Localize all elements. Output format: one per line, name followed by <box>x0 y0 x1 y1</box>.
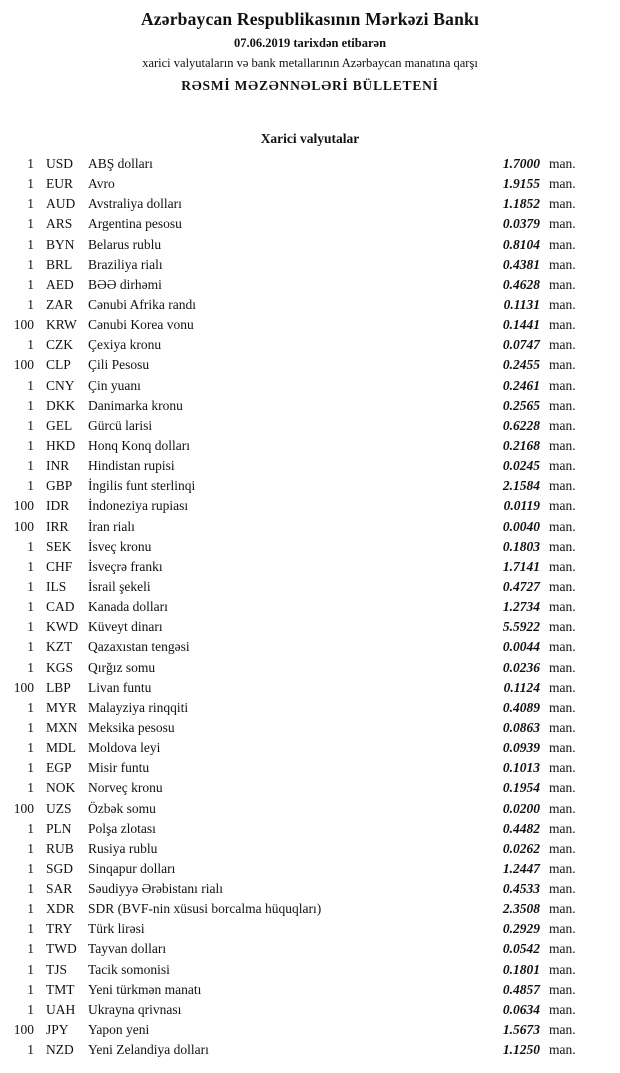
currency-code: AUD <box>46 196 76 212</box>
currency-code: DKK <box>46 397 76 413</box>
table-row <box>0 718 620 738</box>
currency-quantity: 1 <box>27 599 34 615</box>
currency-unit: man. <box>549 256 576 272</box>
table-row <box>0 255 620 275</box>
currency-unit: man. <box>549 901 576 917</box>
currency-name: Moldova leyi <box>88 740 161 756</box>
currency-unit: man. <box>549 458 576 474</box>
table-row <box>0 597 620 617</box>
table-row <box>0 537 620 557</box>
table-row <box>0 315 620 335</box>
table-row <box>0 476 620 496</box>
currency-unit: man. <box>549 619 576 635</box>
currency-name: Livan funtu <box>88 679 152 695</box>
currency-quantity: 1 <box>27 840 34 856</box>
currency-rate: 1.1852 <box>502 196 540 212</box>
currency-code: SAR <box>46 881 73 897</box>
currency-name: Cənubi Afrika randı <box>88 296 196 312</box>
table-row <box>0 174 620 194</box>
currency-rate: 0.0379 <box>502 216 540 232</box>
currency-rate: 0.0262 <box>502 840 540 856</box>
table-row <box>0 194 620 214</box>
bank-title: Azərbaycan Respublikasının Mərkəzi Bankı <box>140 9 480 29</box>
currency-code: CZK <box>46 337 73 353</box>
currency-code: UZS <box>46 800 72 816</box>
currency-rate: 0.4482 <box>502 820 540 836</box>
currency-unit: man. <box>549 397 576 413</box>
table-row <box>0 577 620 597</box>
currency-quantity: 100 <box>13 800 34 816</box>
currency-rate: 0.2455 <box>502 357 540 373</box>
currency-quantity: 1 <box>27 296 34 312</box>
currency-rate: 1.1250 <box>502 1042 540 1058</box>
table-row <box>0 154 620 174</box>
currency-quantity: 100 <box>13 357 34 373</box>
table-row <box>0 939 620 959</box>
currency-rate: 2.1584 <box>502 478 540 494</box>
currency-rate: 0.0863 <box>502 719 540 735</box>
currency-name: Honq Konq dolları <box>88 437 190 453</box>
currency-unit: man. <box>549 357 576 373</box>
table-row <box>0 1040 620 1060</box>
currency-rate: 0.6228 <box>502 417 540 433</box>
currency-rate: 0.1131 <box>503 296 540 312</box>
currency-code: SEK <box>46 538 72 554</box>
currency-code: GBP <box>46 478 73 494</box>
table-row <box>0 799 620 819</box>
currency-quantity: 1 <box>27 1001 34 1017</box>
currency-code: IRR <box>46 518 69 534</box>
currency-quantity: 1 <box>27 719 34 735</box>
currency-unit: man. <box>549 558 576 574</box>
table-row <box>0 517 620 537</box>
table-row <box>0 819 620 839</box>
table-row <box>0 355 620 375</box>
currency-name: İsveç kronu <box>88 538 152 554</box>
currency-unit: man. <box>549 981 576 997</box>
table-row <box>0 436 620 456</box>
currency-rate: 0.1013 <box>502 760 540 776</box>
currency-quantity: 1 <box>27 1042 34 1058</box>
currency-rate: 2.3508 <box>502 901 540 917</box>
currency-code: CLP <box>46 357 71 373</box>
table-row <box>0 295 620 315</box>
currency-code: AED <box>46 276 74 292</box>
currency-name: İran rialı <box>88 518 135 534</box>
currency-quantity: 100 <box>13 317 34 333</box>
currency-rate: 0.1954 <box>502 780 540 796</box>
currency-rate: 0.0119 <box>503 498 540 514</box>
currency-name: Tacik somonisi <box>88 961 170 977</box>
currency-unit: man. <box>549 478 576 494</box>
currency-quantity: 1 <box>27 216 34 232</box>
currency-name: Meksika pesosu <box>88 719 175 735</box>
currency-unit: man. <box>549 498 576 514</box>
currency-rate: 5.5922 <box>502 619 540 635</box>
currency-rate: 0.4727 <box>502 578 540 594</box>
currency-unit: man. <box>549 860 576 876</box>
table-row <box>0 376 620 396</box>
currency-unit: man. <box>549 196 576 212</box>
table-row <box>0 335 620 355</box>
currency-name: Sinqapur dolları <box>88 860 176 876</box>
currency-unit: man. <box>549 578 576 594</box>
document-subtitle: xarici valyutaların və bank metallarının Azərbaycan manatına qarşı <box>142 56 478 70</box>
currency-unit: man. <box>549 417 576 433</box>
currency-unit: man. <box>549 599 576 615</box>
currency-code: KGS <box>46 659 74 675</box>
table-row <box>0 1000 620 1020</box>
currency-rate: 0.2565 <box>502 397 540 413</box>
currency-unit: man. <box>549 538 576 554</box>
currency-quantity: 1 <box>27 176 34 192</box>
currency-rate: 1.7000 <box>502 156 540 171</box>
currency-quantity: 1 <box>27 156 34 171</box>
currency-rate: 0.0542 <box>502 941 540 957</box>
currency-code: TWD <box>46 941 77 957</box>
currency-unit: man. <box>549 1042 576 1058</box>
currency-code: TJS <box>46 961 68 977</box>
currency-code: UAH <box>46 1001 76 1017</box>
currency-quantity: 1 <box>27 941 34 957</box>
currency-code: KWD <box>46 619 79 635</box>
currency-code: ILS <box>46 578 67 594</box>
currency-rate: 0.4381 <box>502 256 540 272</box>
currency-unit: man. <box>549 1001 576 1017</box>
currency-rate: 0.0939 <box>502 740 540 756</box>
currency-name: Yeni Zelandiya dolları <box>88 1042 209 1058</box>
currency-unit: man. <box>549 156 576 171</box>
currency-quantity: 1 <box>27 196 34 212</box>
table-row <box>0 557 620 577</box>
currency-code: ZAR <box>46 296 73 312</box>
currency-quantity: 1 <box>27 860 34 876</box>
currency-code: LBP <box>46 679 71 695</box>
currency-name: Avstraliya dolları <box>88 196 182 212</box>
currency-name: Çexiya kronu <box>88 337 162 353</box>
currency-name: Misir funtu <box>88 760 150 776</box>
currency-name: Qazaxıstan tengəsi <box>88 639 190 655</box>
currency-quantity: 1 <box>27 820 34 836</box>
currency-code: CAD <box>46 599 75 615</box>
currency-unit: man. <box>549 699 576 715</box>
currency-code: KZT <box>46 639 73 655</box>
currency-code: CNY <box>46 377 75 393</box>
table-row <box>0 738 620 758</box>
currency-rate: 0.1803 <box>502 538 540 554</box>
section-title-foreign-currencies: Xarici valyutalar <box>260 131 360 146</box>
currency-unit: man. <box>549 760 576 776</box>
currency-name: Braziliya rialı <box>88 256 163 272</box>
currency-unit: man. <box>549 296 576 312</box>
currency-code: GEL <box>46 417 73 433</box>
currency-code: NZD <box>46 1042 74 1058</box>
currency-quantity: 1 <box>27 881 34 897</box>
currency-name: Tayvan dolları <box>88 941 167 957</box>
rates-table <box>0 154 620 1060</box>
currency-code: EUR <box>46 176 73 192</box>
currency-rate: 0.0634 <box>502 1001 540 1017</box>
currency-name: Gürcü larisi <box>88 417 153 433</box>
currency-code: CHF <box>46 558 73 574</box>
currency-unit: man. <box>549 679 576 695</box>
currency-rate: 0.2929 <box>502 921 540 937</box>
currency-code: MXN <box>46 719 78 735</box>
currency-rate: 0.1801 <box>502 961 540 977</box>
currency-unit: man. <box>549 639 576 655</box>
currency-quantity: 1 <box>27 417 34 433</box>
currency-name: Səudiyyə Ərəbistanı rialı <box>88 881 223 897</box>
currency-unit: man. <box>549 1022 576 1038</box>
currency-quantity: 1 <box>27 921 34 937</box>
currency-unit: man. <box>549 780 576 796</box>
effective-date-line: 07.06.2019 tarixdən etibarən <box>233 36 387 50</box>
currency-quantity: 1 <box>27 659 34 675</box>
table-row <box>0 396 620 416</box>
currency-rate: 1.2734 <box>502 599 540 615</box>
currency-rate: 1.7141 <box>502 558 540 574</box>
table-row <box>0 879 620 899</box>
currency-rate: 0.2461 <box>502 377 540 393</box>
table-row <box>0 859 620 879</box>
currency-name: Belarus rublu <box>88 236 162 252</box>
currency-code: TMT <box>46 981 75 997</box>
currency-name: SDR (BVF-nin xüsusi borcalma hüquqları) <box>88 901 322 917</box>
currency-unit: man. <box>549 961 576 977</box>
currency-name: Malayziya rinqqiti <box>88 699 189 715</box>
currency-name: Avro <box>88 176 115 192</box>
currency-code: SGD <box>46 860 74 876</box>
currency-unit: man. <box>549 337 576 353</box>
currency-rate: 0.4089 <box>502 699 540 715</box>
currency-unit: man. <box>549 840 576 856</box>
document-header <box>0 8 620 94</box>
currency-name: Norveç kronu <box>88 780 163 796</box>
currency-unit: man. <box>549 216 576 232</box>
currency-quantity: 1 <box>27 901 34 917</box>
currency-name: Çili Pesosu <box>88 357 150 373</box>
table-row <box>0 275 620 295</box>
currency-rate: 0.0236 <box>502 659 540 675</box>
currency-quantity: 1 <box>27 760 34 776</box>
currency-unit: man. <box>549 317 576 333</box>
currency-name: İndoneziya rupiası <box>88 498 189 514</box>
currency-name: Polşa zlotası <box>88 820 156 836</box>
currency-name: Ukrayna qrivnası <box>88 1001 182 1017</box>
table-row <box>0 617 620 637</box>
currency-name: BƏƏ dirhəmi <box>88 276 162 292</box>
currency-quantity: 1 <box>27 256 34 272</box>
currency-quantity: 1 <box>27 639 34 655</box>
table-row <box>0 235 620 255</box>
table-row <box>0 637 620 657</box>
currency-unit: man. <box>549 921 576 937</box>
currency-code: PLN <box>46 820 72 836</box>
currency-unit: man. <box>549 276 576 292</box>
currency-code: XDR <box>46 901 75 917</box>
currency-unit: man. <box>549 881 576 897</box>
currency-code: BYN <box>46 236 75 252</box>
table-row <box>0 1020 620 1040</box>
currency-name: Yapon yeni <box>88 1022 150 1038</box>
currency-rate: 0.1124 <box>503 679 540 695</box>
currency-quantity: 1 <box>27 578 34 594</box>
currency-quantity: 1 <box>27 619 34 635</box>
currency-quantity: 1 <box>27 437 34 453</box>
currency-code: RUB <box>46 840 74 856</box>
currency-code: TRY <box>46 921 73 937</box>
table-row <box>0 919 620 939</box>
bulletin-title: RƏSMİ MƏZƏNNƏLƏRİ BÜLLETENİ <box>181 78 439 93</box>
currency-quantity: 1 <box>27 981 34 997</box>
currency-unit: man. <box>549 518 576 534</box>
currency-rate: 0.4533 <box>502 881 540 897</box>
table-row <box>0 778 620 798</box>
table-row <box>0 658 620 678</box>
table-row <box>0 758 620 778</box>
currency-unit: man. <box>549 377 576 393</box>
currency-rate: 0.4857 <box>502 981 540 997</box>
currency-name: İngilis funt sterlinqi <box>88 478 196 494</box>
currency-rate: 0.1441 <box>502 317 540 333</box>
currency-name: Küveyt dinarı <box>88 619 163 635</box>
currency-rate: 0.8104 <box>502 236 540 252</box>
table-row <box>0 496 620 516</box>
currency-rate: 0.0200 <box>502 800 540 816</box>
table-row <box>0 456 620 476</box>
currency-rate: 0.4628 <box>502 276 540 292</box>
currency-rate: 0.0245 <box>502 458 540 474</box>
currency-unit: man. <box>549 820 576 836</box>
currency-code: MYR <box>46 699 77 715</box>
currency-quantity: 1 <box>27 478 34 494</box>
currency-quantity: 1 <box>27 397 34 413</box>
currency-quantity: 1 <box>27 538 34 554</box>
currency-quantity: 100 <box>13 1022 34 1038</box>
currency-name: Kanada dolları <box>88 599 168 615</box>
currency-quantity: 1 <box>27 236 34 252</box>
currency-quantity: 100 <box>13 498 34 514</box>
currency-name: Qırğız somu <box>88 659 156 675</box>
currency-code: BRL <box>46 256 73 272</box>
currency-quantity: 1 <box>27 699 34 715</box>
currency-name: Cənubi Korea vonu <box>88 317 194 333</box>
currency-quantity: 1 <box>27 961 34 977</box>
currency-name: Türk lirəsi <box>88 921 145 937</box>
currency-quantity: 1 <box>27 780 34 796</box>
currency-unit: man. <box>549 719 576 735</box>
currency-rate: 0.0044 <box>502 639 540 655</box>
currency-code: IDR <box>46 498 70 514</box>
currency-name: Özbək somu <box>88 800 156 816</box>
currency-code: MDL <box>46 740 76 756</box>
currency-code: ARS <box>46 216 73 232</box>
currency-rate: 1.5673 <box>502 1022 540 1038</box>
currency-unit: man. <box>549 437 576 453</box>
currency-code: NOK <box>46 780 76 796</box>
currency-name: Yeni türkmən manatı <box>88 981 202 997</box>
table-row <box>0 698 620 718</box>
currency-code: KRW <box>46 317 77 333</box>
currency-name: Argentina pesosu <box>88 216 182 232</box>
currency-code: USD <box>46 156 74 171</box>
currency-name: Çin yuanı <box>88 377 141 393</box>
currency-name: Hindistan rupisi <box>88 458 175 474</box>
currency-unit: man. <box>549 740 576 756</box>
currency-rate: 0.0747 <box>502 337 540 353</box>
currency-rate: 1.9155 <box>502 176 540 192</box>
currency-unit: man. <box>549 659 576 675</box>
table-row <box>0 678 620 698</box>
currency-quantity: 1 <box>27 740 34 756</box>
currency-quantity: 1 <box>27 558 34 574</box>
table-row <box>0 899 620 919</box>
currency-code: INR <box>46 458 70 474</box>
currency-quantity: 1 <box>27 276 34 292</box>
table-row <box>0 416 620 436</box>
currency-unit: man. <box>549 236 576 252</box>
table-row <box>0 960 620 980</box>
currency-code: JPY <box>46 1022 69 1038</box>
currency-name: ABŞ dolları <box>88 156 153 171</box>
table-row <box>0 980 620 1000</box>
currency-rate: 1.2447 <box>502 860 540 876</box>
currency-quantity: 100 <box>13 518 34 534</box>
currency-quantity: 1 <box>27 337 34 353</box>
currency-unit: man. <box>549 176 576 192</box>
table-row <box>0 839 620 859</box>
currency-quantity: 100 <box>13 679 34 695</box>
table-row <box>0 214 620 234</box>
currency-unit: man. <box>549 941 576 957</box>
currency-rate: 0.0040 <box>502 518 540 534</box>
currency-name: Rusiya rublu <box>88 840 158 856</box>
currency-code: HKD <box>46 437 76 453</box>
currency-code: EGP <box>46 760 72 776</box>
currency-name: Danimarka kronu <box>88 397 183 413</box>
currency-rate: 0.2168 <box>502 437 540 453</box>
currency-name: İsveçrə frankı <box>88 558 163 574</box>
currency-quantity: 1 <box>27 458 34 474</box>
currency-unit: man. <box>549 800 576 816</box>
currency-quantity: 1 <box>27 377 34 393</box>
currency-name: İsrail şekeli <box>88 578 151 594</box>
